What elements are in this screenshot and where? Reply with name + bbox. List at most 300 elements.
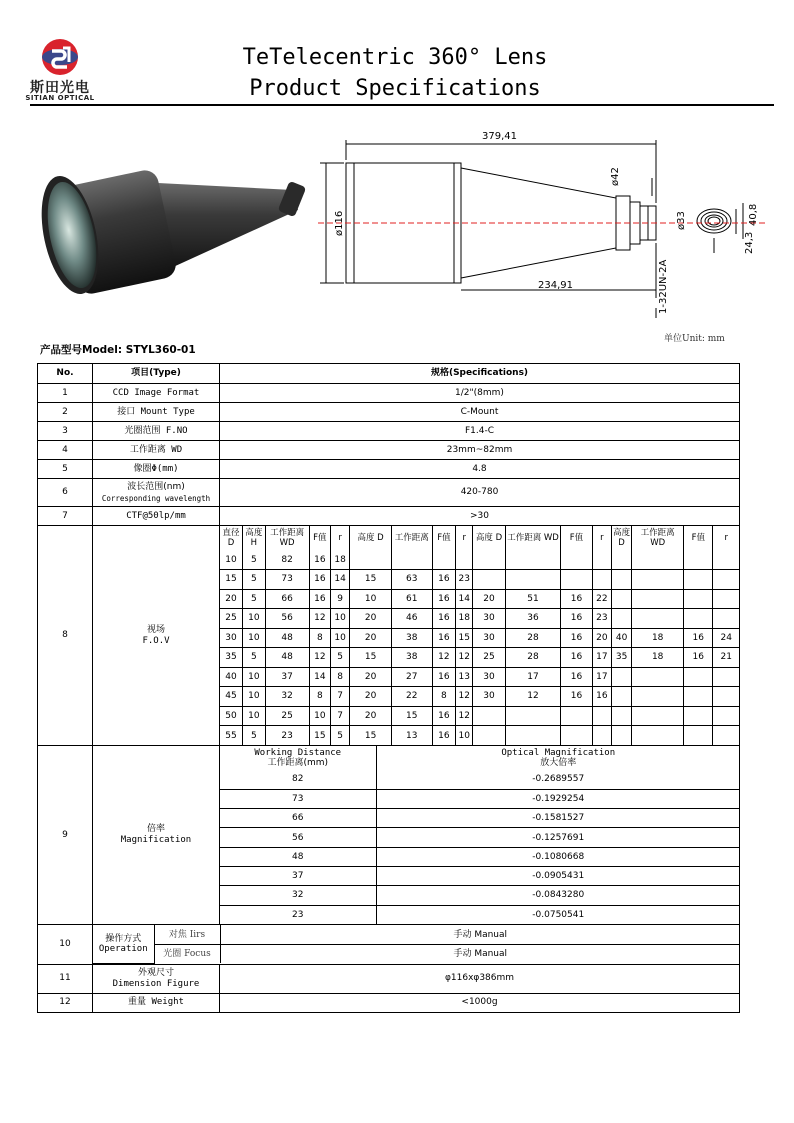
fov-cell-value: 12 xyxy=(309,648,330,668)
mag-wd-value: 48 xyxy=(220,847,376,866)
fov-header: 高度 D xyxy=(613,528,631,548)
row-spec: C-Mount xyxy=(220,403,740,422)
fov-cell-value: 46 xyxy=(391,609,432,629)
fov-cell-value: 51 xyxy=(505,589,560,609)
fov-cell-value: 10 xyxy=(243,706,266,726)
table-row xyxy=(38,479,740,507)
fov-header: 工作距离 WD xyxy=(632,526,684,550)
fov-cell-value xyxy=(561,570,593,590)
row-spec: 420-780 xyxy=(220,479,740,507)
title-divider xyxy=(30,104,774,106)
fov-cell-value: 15 xyxy=(350,726,392,746)
fov-row xyxy=(38,526,740,746)
fov-header: 直径 D xyxy=(220,526,243,550)
fov-data-row xyxy=(220,648,739,668)
fov-header: F值 xyxy=(309,526,330,550)
fov-cell-value: 45 xyxy=(220,687,243,707)
fov-cell-value xyxy=(713,589,739,609)
fov-cell-value: 12 xyxy=(432,648,456,668)
fov-cell-value: 10 xyxy=(243,609,266,629)
mag-body xyxy=(220,770,740,924)
unit-note: 单位Unit: mm xyxy=(664,334,725,344)
fov-cell-value: 23 xyxy=(456,570,473,590)
mag-wd-en: Working Distance xyxy=(254,748,342,758)
fov-cell-value: 37 xyxy=(265,667,309,687)
mag-wd-value: 56 xyxy=(220,828,376,847)
row-type: 工作距离 WD xyxy=(93,441,220,460)
fov-cell-value: 16 xyxy=(561,667,593,687)
fov-cell-value: 10 xyxy=(243,628,266,648)
fov-cell-value xyxy=(632,609,684,629)
fov-cell-value: 16 xyxy=(592,687,611,707)
fov-cell-value: 48 xyxy=(265,648,309,668)
fov-data-row xyxy=(220,726,739,746)
fov-cell-value: 12 xyxy=(456,706,473,726)
row-type-en: Corresponding wavelength xyxy=(101,493,211,503)
fov-cell-value: 15 xyxy=(391,706,432,726)
fov-header: 高度 D xyxy=(473,526,506,550)
header-no: No. xyxy=(38,364,93,384)
fov-cell-value: 82 xyxy=(265,550,309,570)
fov-cell-value: 5 xyxy=(331,648,350,668)
fov-cell-value: 10 xyxy=(309,706,330,726)
fov-cell-value xyxy=(684,609,713,629)
mag-wd-cn: 工作距离(mm) xyxy=(267,758,329,768)
mag-om-cn: 放大倍率 xyxy=(540,758,577,768)
title-line-1: TeTelecentric 360° Lens xyxy=(242,45,548,70)
row-no: 6 xyxy=(38,479,93,507)
operation-row xyxy=(38,925,740,965)
fov-data-row xyxy=(220,628,739,648)
row-no: 10 xyxy=(38,925,93,965)
fov-cell-value: 14 xyxy=(331,570,350,590)
mag-wd-value: 66 xyxy=(220,809,376,828)
dimension-type-en: Dimension Figure xyxy=(112,978,200,989)
mag-value: -0.1257691 xyxy=(376,828,740,847)
fov-cell-value: 16 xyxy=(432,726,456,746)
fov-cell-value: 10 xyxy=(331,609,350,629)
logo-text-en: SITIAN OPTICAL xyxy=(25,94,95,102)
fov-cell-value xyxy=(632,550,684,570)
fov-cell-value xyxy=(391,550,432,570)
fov-cell-value xyxy=(473,706,506,726)
fov-cell-value: 5 xyxy=(243,550,266,570)
mag-value: -0.0750541 xyxy=(376,905,740,924)
fov-cell-value xyxy=(592,706,611,726)
fov-cell-value: 16 xyxy=(561,609,593,629)
fov-cell-value: 63 xyxy=(391,570,432,590)
fov-cell-value: 10 xyxy=(350,589,392,609)
fov-cell-value: 5 xyxy=(243,570,266,590)
fov-cell-value: 5 xyxy=(243,648,266,668)
dim-taper-dia: ø42 xyxy=(610,167,621,186)
fov-cell-value: 30 xyxy=(473,687,506,707)
fov-cell-value: 18 xyxy=(632,628,684,648)
fov-header: F值 xyxy=(561,526,593,550)
fov-header: r xyxy=(713,526,739,550)
fov-cell-value: 16 xyxy=(684,648,713,668)
mag-value: -0.1080668 xyxy=(376,847,740,866)
row-spec: 1/2"(8mm) xyxy=(220,384,740,403)
table-header-row xyxy=(38,364,740,384)
fov-header: 高度 H xyxy=(243,526,266,550)
operation-table xyxy=(93,925,740,964)
fov-cell-value xyxy=(473,550,506,570)
fov-cell-value xyxy=(713,550,739,570)
fov-cell-value: 16 xyxy=(561,589,593,609)
fov-cell-value xyxy=(611,589,631,609)
table-row xyxy=(38,441,740,460)
fov-cell-value xyxy=(456,550,473,570)
fov-cell-value: 40 xyxy=(611,628,631,648)
fov-cell-value: 5 xyxy=(243,726,266,746)
company-logo xyxy=(22,38,98,104)
fov-cell-value: 8 xyxy=(309,628,330,648)
fov-cell-value: 17 xyxy=(505,667,560,687)
dimension-type-cn: 外观尺寸 xyxy=(137,967,174,978)
fov-cell-value: 16 xyxy=(561,628,593,648)
row-type: CCD Image Format xyxy=(93,384,220,403)
mag-header-row xyxy=(220,746,740,770)
fov-cell-value xyxy=(684,667,713,687)
page-title xyxy=(180,42,610,104)
fov-cell-value: 16 xyxy=(309,570,330,590)
row-no: 9 xyxy=(38,746,93,925)
operation-focus-value: 手动 Manual xyxy=(220,925,740,944)
fov-header: r xyxy=(592,526,611,550)
fov-data-row xyxy=(220,550,739,570)
fov-cell-value xyxy=(505,706,560,726)
operation-focus-label: 对焦 Iirs xyxy=(154,925,220,944)
mag-om-en: Optical Magnification xyxy=(501,748,616,758)
table-row xyxy=(38,993,740,1012)
mag-wd-value: 23 xyxy=(220,905,376,924)
fov-cell-value: 14 xyxy=(309,667,330,687)
fov-cell-value xyxy=(632,589,684,609)
fov-cell-value xyxy=(611,609,631,629)
fov-cell-value xyxy=(713,609,739,629)
fov-cell-value: 16 xyxy=(561,687,593,707)
fov-cell-value xyxy=(684,687,713,707)
fov-cell-value xyxy=(632,726,684,746)
fov-cell-value xyxy=(713,667,739,687)
fov-cell-value: 16 xyxy=(432,609,456,629)
fov-cell-value: 7 xyxy=(331,687,350,707)
mag-cell xyxy=(220,746,740,925)
fov-cell-value: 25 xyxy=(265,706,309,726)
fov-header-row xyxy=(220,526,739,550)
dim-taper-length: 234,91 xyxy=(538,280,573,291)
fov-header: F值 xyxy=(684,526,713,550)
row-type: 像圈Φ(mm) xyxy=(93,460,220,479)
header-type: 项目(Type) xyxy=(93,364,220,384)
row-spec: 23mm~82mm xyxy=(220,441,740,460)
fov-header: r xyxy=(456,526,473,550)
fov-cell-value: 5 xyxy=(331,726,350,746)
mag-value: -0.0905431 xyxy=(376,866,740,885)
row-no: 8 xyxy=(38,526,93,746)
operation-type xyxy=(93,925,154,963)
operation-iris-label: 光圈 Focus xyxy=(154,944,220,963)
fov-cell-value: 16 xyxy=(684,628,713,648)
fov-cell-value: 20 xyxy=(350,667,392,687)
operation-iris-value: 手动 Manual xyxy=(220,944,740,963)
row-type: CTF@50lp/mm xyxy=(93,507,220,526)
fov-cell-value xyxy=(432,550,456,570)
fov-cell-value: 17 xyxy=(592,648,611,668)
fov-body xyxy=(220,550,739,745)
fov-cell-value: 61 xyxy=(391,589,432,609)
fov-cell-value: 16 xyxy=(309,589,330,609)
fov-header: r xyxy=(331,526,350,550)
table-row xyxy=(38,403,740,422)
row-no: 1 xyxy=(38,384,93,403)
mag-data-row xyxy=(220,905,740,924)
dim-side-height: 24,3 xyxy=(744,231,755,254)
fov-cell-value: 7 xyxy=(331,706,350,726)
fov-table xyxy=(220,526,739,745)
row-no: 3 xyxy=(38,422,93,441)
fov-cell-value: 17 xyxy=(592,667,611,687)
table-row xyxy=(38,460,740,479)
row-type: 光圈范围 F.NO xyxy=(93,422,220,441)
fov-cell-value: 10 xyxy=(331,628,350,648)
fov-cell-value xyxy=(473,570,506,590)
table-row xyxy=(38,384,740,403)
title-line-2: Product Specifications xyxy=(249,76,541,101)
mag-header-wd xyxy=(220,746,376,770)
fov-cell-value: 56 xyxy=(265,609,309,629)
operation-type-cn: 操作方式 xyxy=(105,934,142,945)
fov-header: 高度 D xyxy=(350,526,392,550)
fov-cell-value: 22 xyxy=(391,687,432,707)
fov-cell-value: 10 xyxy=(220,550,243,570)
fov-cell-value xyxy=(473,726,506,746)
row-spec: 4.8 xyxy=(220,460,740,479)
fov-cell-value: 28 xyxy=(505,648,560,668)
fov-cell-value: 30 xyxy=(220,628,243,648)
fov-header: 工作距离 xyxy=(391,526,432,550)
fov-cell-value: 23 xyxy=(592,609,611,629)
fov-cell-value: 9 xyxy=(331,589,350,609)
fov-cell-value: 30 xyxy=(473,609,506,629)
row-no: 12 xyxy=(38,993,93,1012)
fov-cell-value xyxy=(684,550,713,570)
row-spec: >30 xyxy=(220,507,740,526)
fov-cell-value: 15 xyxy=(350,570,392,590)
operation-type-en: Operation xyxy=(98,944,148,955)
mag-value: -0.2689557 xyxy=(376,770,740,789)
fov-cell-value: 36 xyxy=(505,609,560,629)
fov-cell-value: 21 xyxy=(713,648,739,668)
fov-cell-value: 30 xyxy=(473,667,506,687)
mag-data-row xyxy=(220,828,740,847)
fov-cell-value: 16 xyxy=(432,628,456,648)
row-no: 11 xyxy=(38,964,93,993)
fov-data-row xyxy=(220,609,739,629)
spec-table xyxy=(37,363,740,1013)
fov-cell-value xyxy=(505,726,560,746)
fov-cell-value: 30 xyxy=(473,628,506,648)
fov-cell-value xyxy=(632,570,684,590)
row-type xyxy=(93,526,220,746)
fov-cell-value: 20 xyxy=(350,609,392,629)
fov-cell-value: 25 xyxy=(220,609,243,629)
fov-cell-value: 5 xyxy=(243,589,266,609)
fov-cell-value: 8 xyxy=(331,667,350,687)
fov-cell-value: 16 xyxy=(309,550,330,570)
fov-cell-value: 38 xyxy=(391,628,432,648)
operation-cell xyxy=(93,925,740,965)
table-row xyxy=(38,964,740,993)
fov-type-en: F.O.V xyxy=(142,635,170,646)
mag-wd-value: 37 xyxy=(220,866,376,885)
fov-cell-value: 23 xyxy=(265,726,309,746)
fov-cell-value: 15 xyxy=(456,628,473,648)
fov-cell-value: 20 xyxy=(350,628,392,648)
fov-cell-value: 10 xyxy=(243,667,266,687)
fov-cell-value: 20 xyxy=(473,589,506,609)
fov-cell-value: 12 xyxy=(309,609,330,629)
fov-cell-value: 27 xyxy=(391,667,432,687)
row-no: 7 xyxy=(38,507,93,526)
fov-cell-value: 18 xyxy=(456,609,473,629)
fov-cell-value xyxy=(592,726,611,746)
fov-cell-value: 48 xyxy=(265,628,309,648)
row-no: 4 xyxy=(38,441,93,460)
fov-cell-value: 20 xyxy=(350,687,392,707)
fov-cell-value: 66 xyxy=(265,589,309,609)
dim-front-dia: ø116 xyxy=(334,210,345,236)
fov-cell-value xyxy=(632,687,684,707)
row-type xyxy=(93,746,220,925)
fov-cell-value: 10 xyxy=(456,726,473,746)
fov-cell-value: 16 xyxy=(432,589,456,609)
fov-cell-value: 8 xyxy=(309,687,330,707)
fov-cell-value: 25 xyxy=(473,648,506,668)
fov-header: 工作距离 WD xyxy=(505,526,560,550)
fov-cell-value xyxy=(611,726,631,746)
sitian-logo-icon xyxy=(41,38,79,76)
fov-cell-value: 16 xyxy=(432,570,456,590)
logo-text-cn: 斯田光电 xyxy=(30,80,90,96)
fov-cell-value xyxy=(713,570,739,590)
row-spec: F1.4-C xyxy=(220,422,740,441)
fov-cell-value xyxy=(561,726,593,746)
dimension-drawing xyxy=(296,118,776,330)
fov-cell-value: 73 xyxy=(265,570,309,590)
fov-cell-value xyxy=(611,550,631,570)
fov-cell-value xyxy=(561,550,593,570)
fov-cell-value: 35 xyxy=(611,648,631,668)
fov-cell-value: 24 xyxy=(713,628,739,648)
fov-cell-value: 20 xyxy=(350,706,392,726)
fov-cell-value xyxy=(505,570,560,590)
fov-cell-value: 15 xyxy=(309,726,330,746)
fov-cell-value: 35 xyxy=(220,648,243,668)
fov-cell-value: 50 xyxy=(220,706,243,726)
row-no: 5 xyxy=(38,460,93,479)
mag-wd-value: 82 xyxy=(220,770,376,789)
fov-cell-value xyxy=(713,687,739,707)
fov-cell-value: 12 xyxy=(456,687,473,707)
fov-data-row xyxy=(220,667,739,687)
fov-cell-value xyxy=(592,570,611,590)
fov-cell-value xyxy=(611,667,631,687)
model-label: 产品型号Model: STYL360-01 xyxy=(40,344,196,356)
fov-cell-value xyxy=(713,726,739,746)
fov-cell-value: 32 xyxy=(265,687,309,707)
mag-wd-value: 32 xyxy=(220,886,376,905)
row-type-cn: 波长范围(nm) xyxy=(127,481,185,492)
mag-data-row xyxy=(220,789,740,808)
fov-cell-value: 28 xyxy=(505,628,560,648)
fov-cell-value xyxy=(684,726,713,746)
fov-cell-value: 40 xyxy=(220,667,243,687)
fov-cell-value: 13 xyxy=(391,726,432,746)
fov-cell-value: 10 xyxy=(243,687,266,707)
fov-cell-value xyxy=(713,706,739,726)
mag-type-cn: 倍率 xyxy=(146,824,165,835)
mag-data-row xyxy=(220,847,740,866)
fov-header: F值 xyxy=(432,526,456,550)
fov-cell-value: 16 xyxy=(432,706,456,726)
fov-cell-value xyxy=(632,706,684,726)
row-no: 2 xyxy=(38,403,93,422)
fov-cell-value xyxy=(611,687,631,707)
table-row xyxy=(38,507,740,526)
fov-cell-value: 15 xyxy=(220,570,243,590)
fov-data-row xyxy=(220,589,739,609)
fov-cell xyxy=(220,526,740,746)
mag-header-om xyxy=(376,746,740,770)
row-spec: φ116xφ386mm xyxy=(220,964,740,993)
mag-data-row xyxy=(220,886,740,905)
fov-cell-value xyxy=(684,706,713,726)
mag-data-row xyxy=(220,770,740,789)
fov-cell-value xyxy=(611,570,631,590)
fov-cell-value: 13 xyxy=(456,667,473,687)
fov-cell-value xyxy=(350,550,392,570)
fov-cell-value: 15 xyxy=(350,648,392,668)
mag-type-en: Magnification xyxy=(120,835,192,846)
fov-cell-value: 18 xyxy=(632,648,684,668)
dim-thread: 1-32UN-2A xyxy=(658,259,669,314)
fov-header: 工作距离 WD xyxy=(265,526,309,550)
fov-cell-value: 12 xyxy=(505,687,560,707)
fov-cell-value xyxy=(684,570,713,590)
fov-cell-value: 20 xyxy=(592,628,611,648)
fov-cell-value: 38 xyxy=(391,648,432,668)
row-type xyxy=(93,479,220,507)
dim-rear-dia: ø33 xyxy=(676,211,687,230)
mag-value: -0.0843280 xyxy=(376,886,740,905)
fov-cell-value: 12 xyxy=(456,648,473,668)
mag-value: -0.1929254 xyxy=(376,789,740,808)
fov-type-cn: 视场 xyxy=(146,624,165,635)
table-row xyxy=(38,422,740,441)
fov-cell-value: 20 xyxy=(220,589,243,609)
fov-cell-value xyxy=(505,550,560,570)
row-type xyxy=(93,964,220,993)
mag-wd-value: 73 xyxy=(220,789,376,808)
fov-cell-value: 18 xyxy=(331,550,350,570)
mag-table xyxy=(220,746,740,924)
mag-value: -0.1581527 xyxy=(376,809,740,828)
row-type: 重量 Weight xyxy=(93,993,220,1012)
fov-cell-value: 55 xyxy=(220,726,243,746)
fov-cell-value: 8 xyxy=(432,687,456,707)
